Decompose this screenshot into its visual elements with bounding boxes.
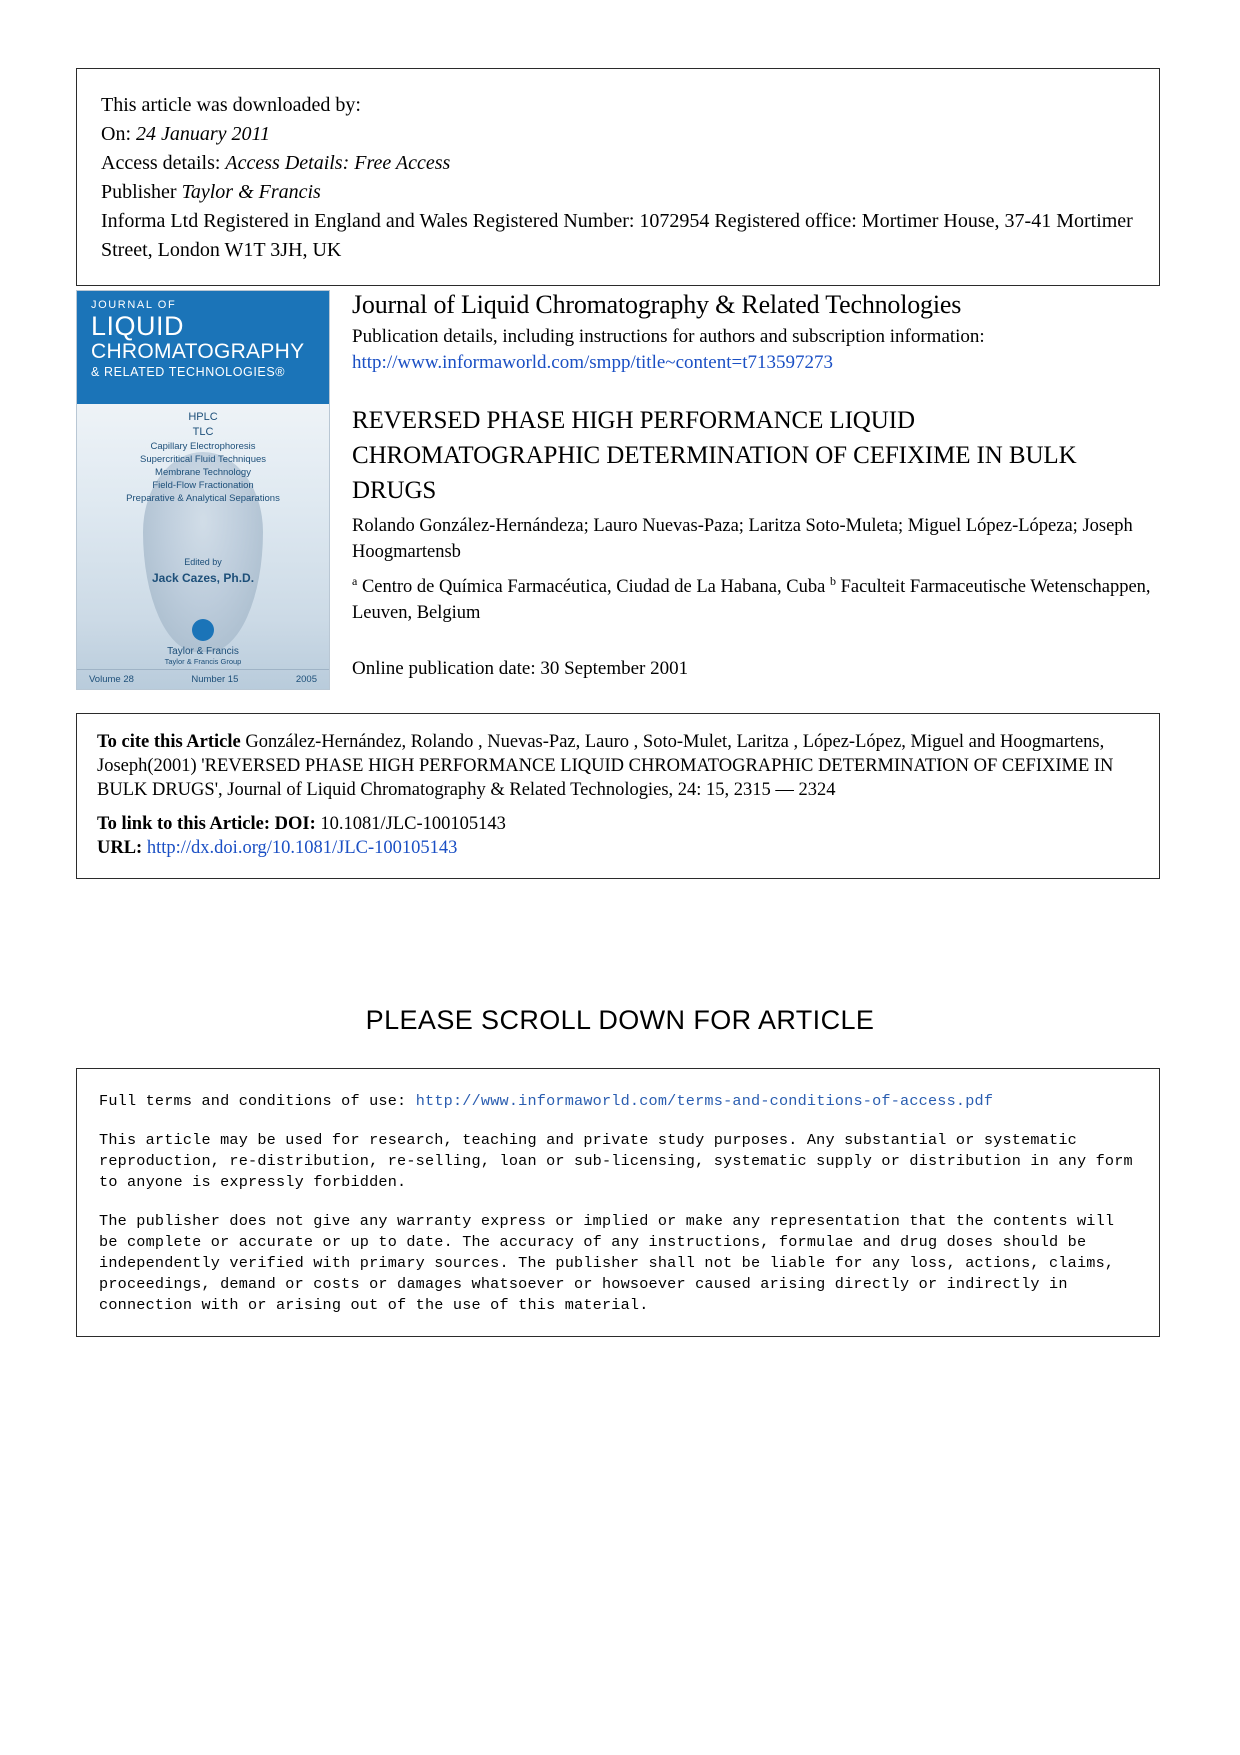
cover-publisher-block: [77, 619, 329, 666]
article-affiliations: [352, 568, 1162, 626]
terms-link-line: [99, 1091, 1137, 1112]
cover-topic-5: Field-Flow Fractionation: [152, 480, 254, 491]
cover-topic-2: Capillary Electrophoresis: [150, 441, 256, 452]
cover-title-line1: LIQUID: [91, 311, 185, 341]
publication-details: Publication details, including instructions for authors and subscription information:: [352, 326, 985, 347]
on-label: On:: [101, 123, 131, 145]
doi-label: To link to this Article: DOI:: [97, 814, 316, 834]
journal-cover-image: [76, 290, 330, 690]
downloaded-by-label: This article was downloaded by:: [101, 94, 361, 116]
terms-text: [99, 1091, 1137, 1316]
full-terms-label: Full terms and conditions of use:: [99, 1092, 407, 1110]
url-line: [97, 836, 1139, 860]
article-title: REVERSED PHASE HIGH PERFORMANCE LIQUID CHROMATOGRAPHIC DETERMINATION OF CEFIXIME IN BULK DRUGS: [352, 407, 1077, 504]
affiliation-marker-b: b: [829, 574, 836, 588]
publisher-value: Taylor & Francis: [181, 181, 321, 203]
journal-text-column: [352, 290, 1162, 682]
journal-details-link[interactable]: http://www.informaworld.com/smpp/title~content=t713597273: [352, 352, 833, 373]
downloaded-by-line: [101, 91, 1135, 120]
cover-volume: Volume 28: [89, 674, 134, 685]
to-cite-label: To cite this Article: [97, 732, 241, 752]
date-line: [101, 120, 1135, 149]
cover-topic-4: Membrane Technology: [155, 467, 251, 478]
url-label: URL:: [97, 838, 143, 858]
registration-line: Informa Ltd Registered in England and Wales Registered Number: 1072954 Registered office: Mortimer House, 37-41 Mortimer Street, London W1T 3JH, UK: [101, 210, 1133, 261]
terms-paragraph-2: The publisher does not give any warranty express or implied or make any representation that the contents will be complete or accurate or up to date. The accuracy of any instructions, formulae and drug doses should be independently verified with primary sources. The publisher shall not be liable for any loss, actions, claims, proceedings, demand or costs or damages whatsoever or howsoever caused arising directly or indirectly in connection with or arising out of the use of this material.: [99, 1212, 1115, 1314]
terms-paragraph-1: This article may be used for research, teaching and private study purposes. Any substantial or systematic reproduction, re-distribution, re-selling, loan or sub-licensing, systematic supply or distribution in any form to anyone is expressly forbidden.: [99, 1131, 1133, 1191]
access-label: Access details:: [101, 152, 221, 174]
affiliation-marker-a: a: [352, 574, 358, 588]
cover-editor-block: [77, 556, 329, 587]
publisher-line: [101, 178, 1135, 207]
cover-edited-by-label: Edited by: [184, 557, 222, 567]
download-info-box: [76, 68, 1160, 286]
journal-name: Journal of Liquid Chromatography & Related Technologies: [352, 290, 962, 319]
cover-topic-6: Preparative & Analytical Separations: [126, 493, 280, 504]
to-cite-line: [97, 730, 1139, 802]
cover-masthead: [77, 291, 329, 404]
cover-artwork: [77, 404, 329, 690]
cover-topic-0: HPLC: [188, 411, 218, 423]
cover-publisher-group: Taylor & Francis Group: [164, 657, 242, 666]
online-publication-date: Online publication date: 30 September 2001: [352, 658, 689, 680]
cover-topic-3: Supercritical Fluid Techniques: [139, 454, 267, 465]
publisher-label: Publisher: [101, 181, 177, 203]
scroll-down-notice: PLEASE SCROLL DOWN FOR ARTICLE: [365, 1005, 875, 1035]
cover-topic-list: [77, 410, 329, 505]
cover-title-line2: CHROMATOGRAPHY: [91, 340, 305, 363]
terms-url-link[interactable]: http://www.informaworld.com/terms-and-conditions-of-access.pdf: [415, 1092, 994, 1110]
terms-and-conditions-box: [76, 1068, 1160, 1337]
doi-line: [97, 812, 1139, 836]
cover-topic-1: TLC: [192, 426, 214, 438]
taylor-francis-logo-icon: [192, 619, 214, 641]
cover-year: 2005: [295, 674, 317, 685]
cover-footer: [77, 669, 329, 689]
doi-value: 10.1081/JLC-100105143: [320, 814, 506, 834]
doi-url-link[interactable]: http://dx.doi.org/10.1081/JLC-100105143: [146, 838, 458, 858]
citation-box: [76, 713, 1160, 879]
cover-title-line3: & RELATED TECHNOLOGIES®: [91, 365, 286, 379]
cover-publisher-name: Taylor & Francis: [167, 646, 239, 657]
to-cite-text: González-Hernández, Rolando , Nuevas-Paz, Lauro , Soto-Mulet, Laritza , López-López, Miguel and Hoogmartens, Joseph(2001) 'REVERSED PHASE HIGH PERFORMANCE LIQUID CHROMATOGRAPHIC DETERMINATION OF CEFIXIME IN BULK DRUGS', Journal of Liquid Chromatography & Related Technologies, 24: 15, 2315 — 2324: [97, 732, 1114, 800]
on-value: 24 January 2011: [136, 123, 271, 145]
cover-kicker: JOURNAL OF: [91, 299, 177, 311]
cover-editor-name: Jack Cazes, Ph.D.: [151, 571, 255, 585]
affiliation-b: Faculteit Farmaceutische Wetenschappen, Leuven, Belgium: [352, 577, 1151, 624]
access-details-line: [101, 149, 1135, 178]
access-value: Access Details: Free Access: [225, 152, 451, 174]
affiliation-a: Centro de Química Farmacéutica, Ciudad de La Habana, Cuba: [361, 577, 826, 598]
cover-number: Number 15: [191, 674, 239, 685]
article-authors: Rolando González-Hernándeza; Lauro Nuevas-Paza; Laritza Soto-Muleta; Miguel López-Lópeza; Joseph Hoogmartensb: [352, 516, 1133, 562]
